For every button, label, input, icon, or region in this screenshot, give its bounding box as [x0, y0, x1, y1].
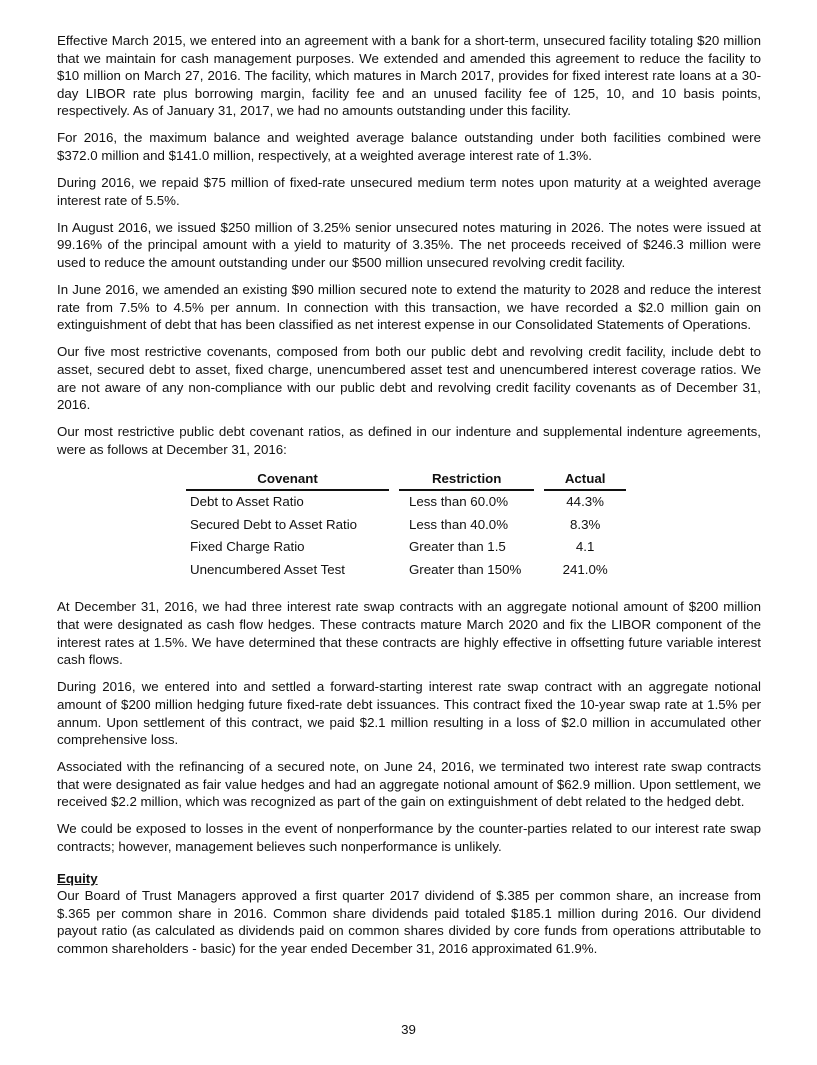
covenant-actual: 44.3%: [566, 494, 604, 510]
paragraph-cash-flow-hedges: At December 31, 2016, we had three interest rate swap contracts with an aggregate notional amount of $200 million that were designated as cash flow hedges. These contracts mature March 2020 and fix the LIBOR component of the interest rates at 1.5%. We have determined that these contracts are highly effective in offsetting future variable interest cash flows.: [57, 599, 761, 668]
table-row: [186, 559, 626, 582]
table-row: [186, 536, 626, 559]
covenant-actual: 8.3%: [569, 516, 601, 532]
header-restriction: Restriction: [399, 470, 534, 490]
paragraph-facility-balances: For 2016, the maximum balance and weighted average balance outstanding under both facilities combined were $372.0 million and $141.0 million, respectively, at a weighted average interest rate of 1.3%.: [57, 130, 761, 164]
paragraph-counterparty-risk: We could be exposed to losses in the event of nonperformance by the counter-parties related to our interest rate swap contracts; however, management believes such nonperformance is unlikely.: [57, 821, 761, 855]
paragraph-fair-value-hedges: Associated with the refinancing of a secured note, on June 24, 2016, we terminated two interest rate swap contracts that were designated as fair value hedges and had an aggregate notional amount of $62.9 million. Upon settlement, we received $2.2 million, which was recognized as part of the gain on extinguishment of debt related to the hedged debt.: [57, 759, 761, 810]
table-row: [186, 514, 626, 537]
header-covenant: Covenant: [186, 470, 389, 490]
covenant-name: Unencumbered Asset Test: [190, 561, 345, 577]
covenant-restriction: Less than 40.0%: [408, 516, 509, 532]
covenant-name: Fixed Charge Ratio: [190, 539, 305, 555]
covenant-restriction: Greater than 150%: [408, 561, 522, 577]
covenant-table: [186, 470, 626, 581]
paragraph-senior-notes: In August 2016, we issued $250 million of 3.25% senior unsecured notes maturing in 2026. The notes were issued at 99.16% of the principal amount with a yield to maturity of 3.35%. The net proceeds received of $246.3 million were used to reduce the amount outstanding under our $500 million unsecured revolving credit facility.: [57, 219, 761, 271]
paragraph-covenant-intro: Our most restrictive public debt covenant ratios, as defined in our indenture and supplemental indenture agreements, were as follows at December 31, 2016:: [57, 424, 761, 457]
paragraph-short-term-facility: Effective March 2015, we entered into an agreement with a bank for a short-term, unsecured facility totaling $20 million that we maintain for cash management purposes. We extended and amended this agreement to reduce the facility to $10 million on March 27, 2016. The facility, which matures in March 2017, provides for fixed interest rate loans at a 30-day LIBOR rate plus borrowing margin, facility fee and an unused facility fee of 125, 10, and 10 basis points, respectively. As of January 31, 2017, we had no amounts outstanding under this facility.: [57, 33, 761, 119]
paragraph-secured-note: In June 2016, we amended an existing $90 million secured note to extend the maturity to 2028 and reduce the interest rate from 7.5% to 4.5% per annum. In connection with this transaction, we have recorded a $2.0 million gain on extinguishment of debt that has been classified as net interest expense in our Consolidated Statements of Operations.: [57, 282, 761, 333]
page-number: 39: [401, 1022, 416, 1037]
covenant-name: Secured Debt to Asset Ratio: [190, 516, 358, 532]
table-row: [186, 490, 626, 514]
paragraph-medium-term-notes: During 2016, we repaid $75 million of fixed-rate unsecured medium term notes upon maturity at a weighted average interest rate of 5.5%.: [57, 175, 761, 208]
covenant-name: Debt to Asset Ratio: [190, 494, 304, 510]
covenant-actual: 4.1: [575, 539, 595, 555]
header-actual: Actual: [544, 470, 626, 490]
document-page: [57, 32, 761, 967]
equity-heading: Equity: [57, 870, 98, 886]
paragraph-restrictive-covenants: Our five most restrictive covenants, composed from both our public debt and revolving credit facility, include debt to asset, secured debt to asset, fixed charge, unencumbered asset test and unencumbered interest coverage ratios. We are not aware of any non-compliance with our public debt and revolving credit facility covenants as of December 31, 2016.: [57, 344, 761, 413]
covenant-actual: 241.0%: [562, 561, 608, 577]
covenant-restriction: Less than 60.0%: [408, 494, 509, 510]
paragraph-forward-swap: During 2016, we entered into and settled a forward-starting interest rate swap contract with an aggregate notional amount of $200 million hedging future fixed-rate debt issuances. This contract fixed the 10-year swap rate at 1.5% per annum. Upon settlement of this contract, we paid $2.1 million resulting in a loss of $2.0 million in accumulated other comprehensive loss.: [57, 679, 761, 748]
table-header-row: [186, 470, 626, 490]
covenant-restriction: Greater than 1.5: [408, 539, 506, 555]
paragraph-equity-dividend: Our Board of Trust Managers approved a first quarter 2017 dividend of $.385 per common share, an increase from $.365 per common share in 2016. Common share dividends paid totaled $185.1 million during 2016. Our dividend payout ratio (as calculated as dividends paid on common shares divided by core funds from operations attributable to common shareholders - basic) for the year ended December 31, 2016 approximated 61.9%.: [57, 888, 761, 957]
